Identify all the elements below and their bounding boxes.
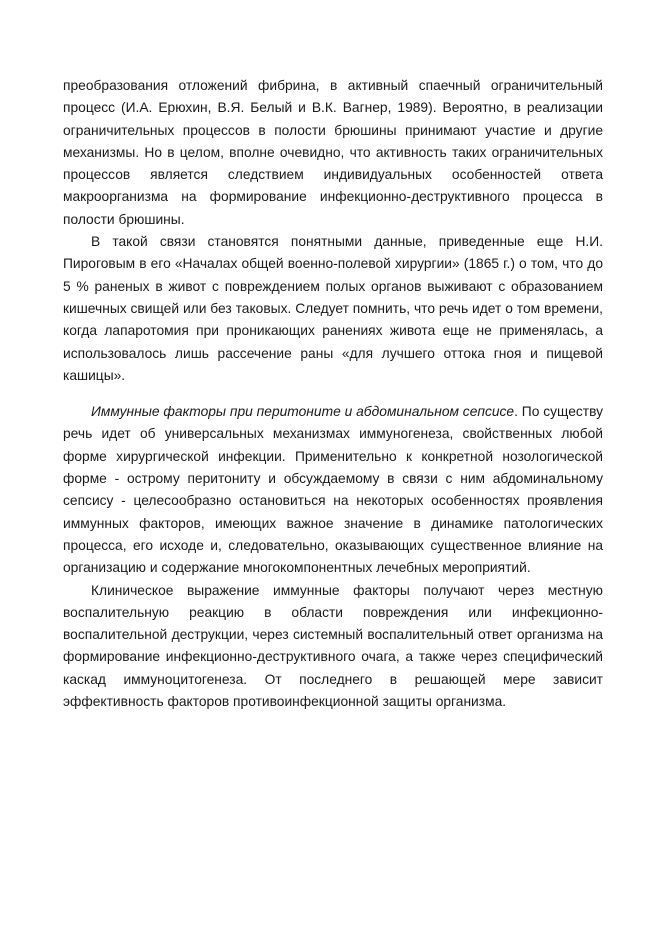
section-heading: Иммунные факторы при перитоните и абдоминальном сепсисе: [91, 404, 515, 420]
paragraph-clinical-expression: Клиническое выражение иммунные факторы получают через местную воспалительную реакцию в области повреждения или инфекционно-воспалительной деструкции, через системный воспалительный ответ организма на формирование инфекционно-деструктивного очага, а также через специфический каскад иммуноцитогенеза. От последнего в решающей мере зависит эффективность факторов противоинфекционной защиты организма.: [63, 582, 603, 710]
paragraph-immune-factors: [63, 401, 603, 579]
paragraph-fibrin-adhesion: преобразования отложений фибрина, в активный спаечный ограничительный процесс (И.А. Ерюхин, В.Я. Белый и В.К. Вагнер, 1989). Вероятно, в реализации ограничительных процессов в полости брюшины принимают участие и другие механизмы. Но в целом, вполне очевидно, что активность таких ограничительных процессов является следствием индивидуальных особенностей ответа макроорганизма на формирование инфекционно-деструктивного процесса в полости брюшины.: [63, 78, 603, 227]
document-page: [63, 75, 603, 713]
paragraph-pirogov: В такой связи становятся понятными данные, приведенные еще Н.И. Пироговым в его «Началах общей военно-полевой хирургии» (1865 г.) о том, что до 5 % раненых в живот с повреждением полых органов выживают с образованием кишечных свищей или без таковых. Следует помнить, что речь идет о том времени, когда лапаротомия при проникающих ранениях живота еще не применялась, а использовалось лишь рассечение раны «для лучшего оттока гноя и пищевой кашицы».: [63, 234, 603, 383]
paragraph-immune-factors-text: . По существу речь идет об универсальных механизмах иммуногенеза, свойственных любой форме хирургической инфекции. Применительно к конкретной нозологической форме - острому перитониту и обсуждаемому в связи с ним абдоминальному сепсису - целесообразно остановиться на некоторых особенностях проявления иммунных факторов, имеющих важное значение в динамике патологических процесса, его исходе и, следовательно, оказывающих существенное влияние на организацию и содержание многокомпонентных лечебных мероприятий.: [63, 404, 604, 576]
